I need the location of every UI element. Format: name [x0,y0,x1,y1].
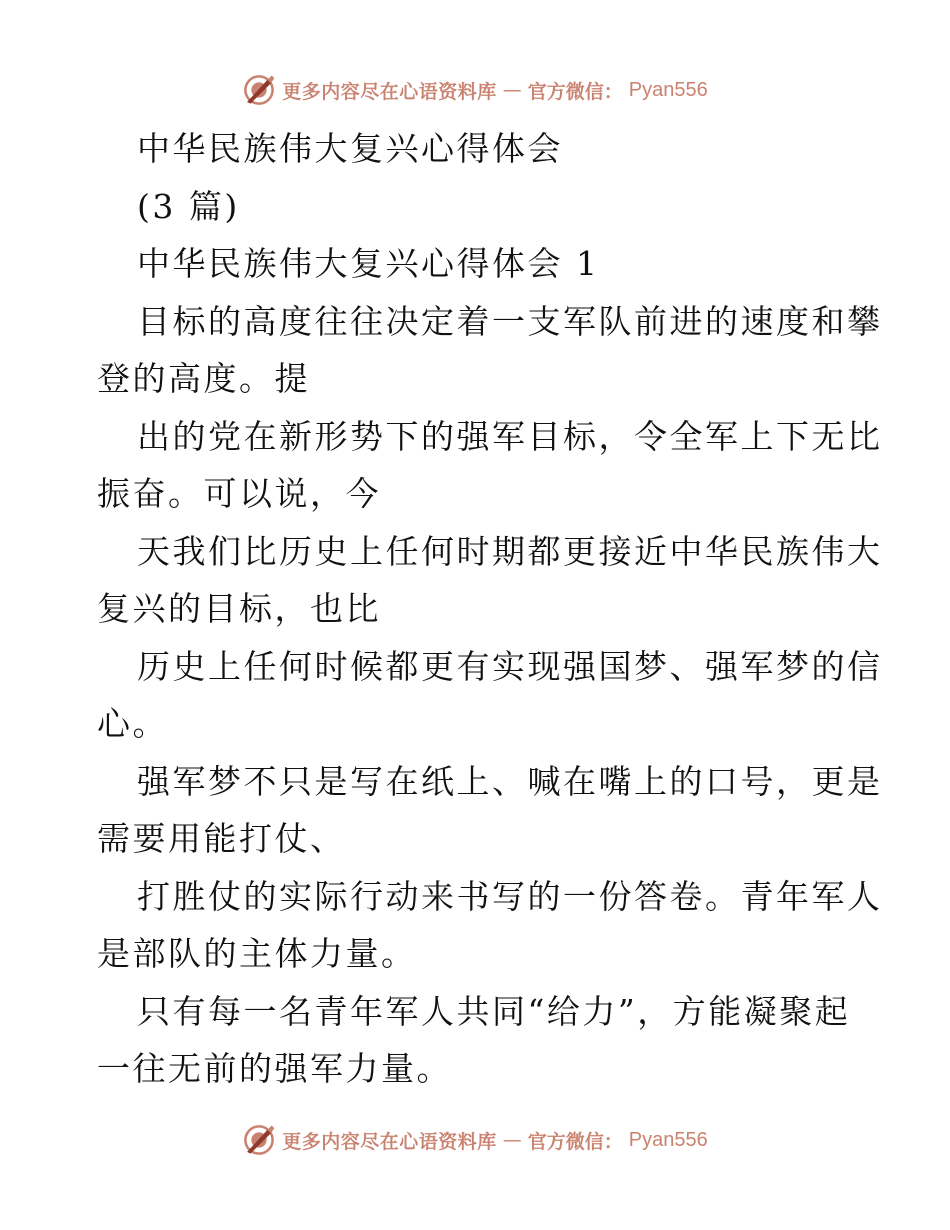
pen-logo-icon [242,1123,276,1157]
watermark-group [242,73,708,107]
watermark-wechat-label: 官方微信： [527,80,623,103]
paragraph-line: 需要用能打仗、 [97,819,346,858]
paragraph-line: 只有每一名青年军人共同“给力”，方能凝聚起 [137,991,851,1031]
doc-title: 中华民族伟大复兴心得体会 [137,129,563,168]
paragraph-line: 振奋。可以说，今 [97,474,381,513]
paragraph-line: 是部队的主体力量。 [97,934,417,973]
watermark-wechat-id: Pyan556 [628,1128,708,1151]
paragraph-line: 一往无前的强军力量。 [97,1049,452,1088]
watermark-wechat-label: 官方微信： [527,1130,623,1153]
document-body [97,120,883,1098]
paragraph-line: 强军梦不只是写在纸上、喊在嘴上的口号，更是 [137,761,883,801]
watermark-text: 更多内容尽在心语资料库 [282,80,497,103]
paragraph-line: 天我们比历史上任何时期都更接近中华民族伟大 [137,531,883,571]
pen-logo-icon [242,73,276,107]
watermark-text: 更多内容尽在心语资料库 [282,1130,497,1153]
paragraph-line: 登的高度。提 [97,359,310,398]
watermark-dash: — [502,1129,522,1151]
paragraph-line: 心。 [97,704,168,743]
paragraph-line: 出的党在新形势下的强军目标，令全军上下无比 [137,416,883,456]
paragraph-line: 打胜仗的实际行动来书写的一份答卷。青年军人 [137,876,883,916]
header-watermark [0,68,950,112]
watermark-wechat-id: Pyan556 [628,78,708,101]
section-heading: 中华民族伟大复兴心得体会 1 [137,244,600,283]
watermark-group [242,1123,708,1157]
paragraph-line: 历史上任何时候都更有实现强国梦、强军梦的信 [137,646,883,686]
paragraph-line: 复兴的目标，也比 [97,589,381,628]
paragraph-line: 目标的高度往往决定着一支军队前进的速度和攀 [137,301,883,341]
footer-watermark [0,1118,950,1162]
watermark-dash: — [502,79,522,101]
doc-subtitle: (3 篇) [137,186,240,226]
